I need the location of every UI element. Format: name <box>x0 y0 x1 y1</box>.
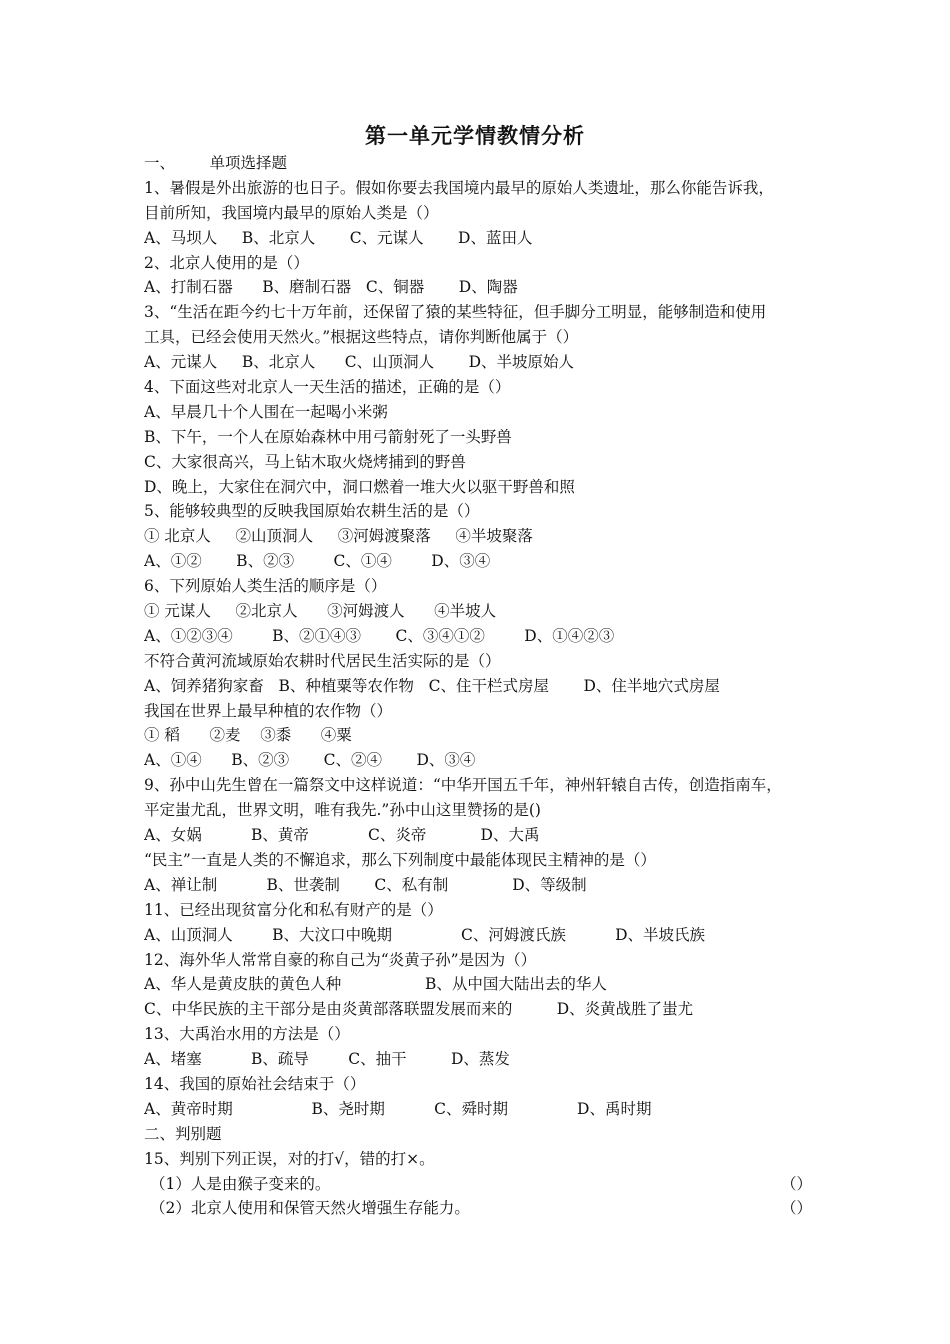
answer-options: A、①④ B、②③ C、②④ D、③④ <box>144 751 476 770</box>
page-title: 第一单元学情教情分析 <box>365 124 585 148</box>
question-text: 不符合黄河流域原始农耕时代居民生活实际的是（） <box>144 651 501 670</box>
question-text: 9、孙中山先生曾在一篇祭文中这样说道：“中华开国五千年，神州轩辕自古传，创造指南车， <box>144 776 782 795</box>
question-text: 14、我国的原始社会结束于（） <box>144 1074 366 1093</box>
question-text: 4、下面这些对北京人一天生活的描述，正确的是（） <box>144 378 511 397</box>
question-text: 6、下列原始人类生活的顺序是（） <box>144 577 387 596</box>
section-heading: 一、 单项选择题 <box>144 154 287 172</box>
item-list: ① 稻 ②麦 ③黍 ④粟 <box>144 726 352 745</box>
answer-options: A、禅让制 B、世袭制 C、私有制 D、等级制 <box>144 875 587 894</box>
answer-options: A、山顶洞人 B、大汶口中晚期 C、河姆渡氏族 D、半坡氏族 <box>144 925 706 944</box>
answer-blank: （） <box>780 1199 812 1218</box>
document-body <box>144 151 814 1221</box>
item-list: ① 元谋人 ②北京人 ③河姆渡人 ④半坡人 <box>144 602 497 621</box>
answer-options: A、元谋人 B、北京人 C、山顶洞人 D、半坡原始人 <box>144 353 575 372</box>
answer-options: A、堵塞 B、疏导 C、抽干 D、蒸发 <box>144 1050 510 1069</box>
section-heading: 二、判别题 <box>144 1124 222 1143</box>
question-text: “民主”一直是人类的不懈追求，那么下列制度中最能体现民主精神的是（） <box>144 850 656 869</box>
answer-options: A、饲养猪狗家畜 B、种植粟等农作物 C、住干栏式房屋 D、住半地穴式房屋 <box>144 676 720 695</box>
question-text: 平定蚩尤乱，世界文明，唯有我先.”孙中山这里赞扬的是() <box>144 801 541 820</box>
question-text: 5、能够较典型的反映我国原始农耕生活的是（） <box>144 502 480 521</box>
answer-options: A、①②③④ B、②①④③ C、③④①② D、①④②③ <box>144 626 615 645</box>
answer-options: A、马坝人 B、北京人 C、元谋人 D、蓝田人 <box>144 228 533 247</box>
question-text: 13、大禹治水用的方法是（） <box>144 1025 350 1044</box>
question-text: 15、判别下列正误，对的打√，错的打×。 <box>144 1149 435 1168</box>
answer-option: D、晚上，大家住在洞穴中，洞口燃着一堆大火以驱干野兽和照 <box>144 477 575 496</box>
question-text: 3、“生活在距今约七十万年前，还保留了猿的某些特征，但手脚分工明显，能够制造和使用 <box>144 303 767 322</box>
item-list: ① 北京人 ②山顶洞人 ③河姆渡聚落 ④半坡聚落 <box>144 527 533 546</box>
question-text: 2、北京人使用的是（） <box>144 253 309 272</box>
answer-options: A、华人是黄皮肤的黄色人种 B、从中国大陆出去的华人 <box>144 975 607 994</box>
question-text: 我国在世界上最早种植的农作物（） <box>144 701 393 720</box>
question-text: 工具，已经会使用天然火。”根据这些特点，请你判断他属于（） <box>144 328 579 347</box>
question-text: 12、海外华人常常自豪的称自己为“炎黄子孙”是因为（） <box>144 950 537 969</box>
judgement-item <box>144 1172 814 1197</box>
question-text: 11、已经出现贫富分化和私有财产的是（） <box>144 900 443 919</box>
judgement-text: （2）北京人使用和保管天然火增强生存能力。 <box>150 1199 470 1218</box>
answer-options: A、①② B、②③ C、①④ D、③④ <box>144 552 491 571</box>
answer-option: B、下午，一个人在原始森林中用弓箭射死了一头野兽 <box>144 427 512 446</box>
answer-options: A、黄帝时期 B、尧时期 C、舜时期 D、禹时期 <box>144 1099 652 1118</box>
answer-option: A、早晨几十个人围在一起喝小米粥 <box>144 402 388 421</box>
judgement-text: （1）人是由猴子变来的。 <box>150 1174 331 1193</box>
question-text: 1、暑假是外出旅游的也日子。假如你要去我国境内最早的原始人类遗址，那么你能告诉我， <box>144 178 774 197</box>
answer-options: A、女娲 B、黄帝 C、炎帝 D、大禹 <box>144 826 540 845</box>
answer-option: C、大家很高兴，马上钻木取火烧烤捕到的野兽 <box>144 452 466 471</box>
answer-options: A、打制石器 B、磨制石器 C、铜器 D、陶器 <box>144 278 518 297</box>
answer-blank: （） <box>780 1174 812 1193</box>
judgement-item <box>144 1196 814 1221</box>
question-text: 目前所知，我国境内最早的原始人类是（） <box>144 203 439 222</box>
answer-options: C、中华民族的主干部分是由炎黄部落联盟发展而来的 D、炎黄战胜了蚩尤 <box>144 1000 694 1019</box>
